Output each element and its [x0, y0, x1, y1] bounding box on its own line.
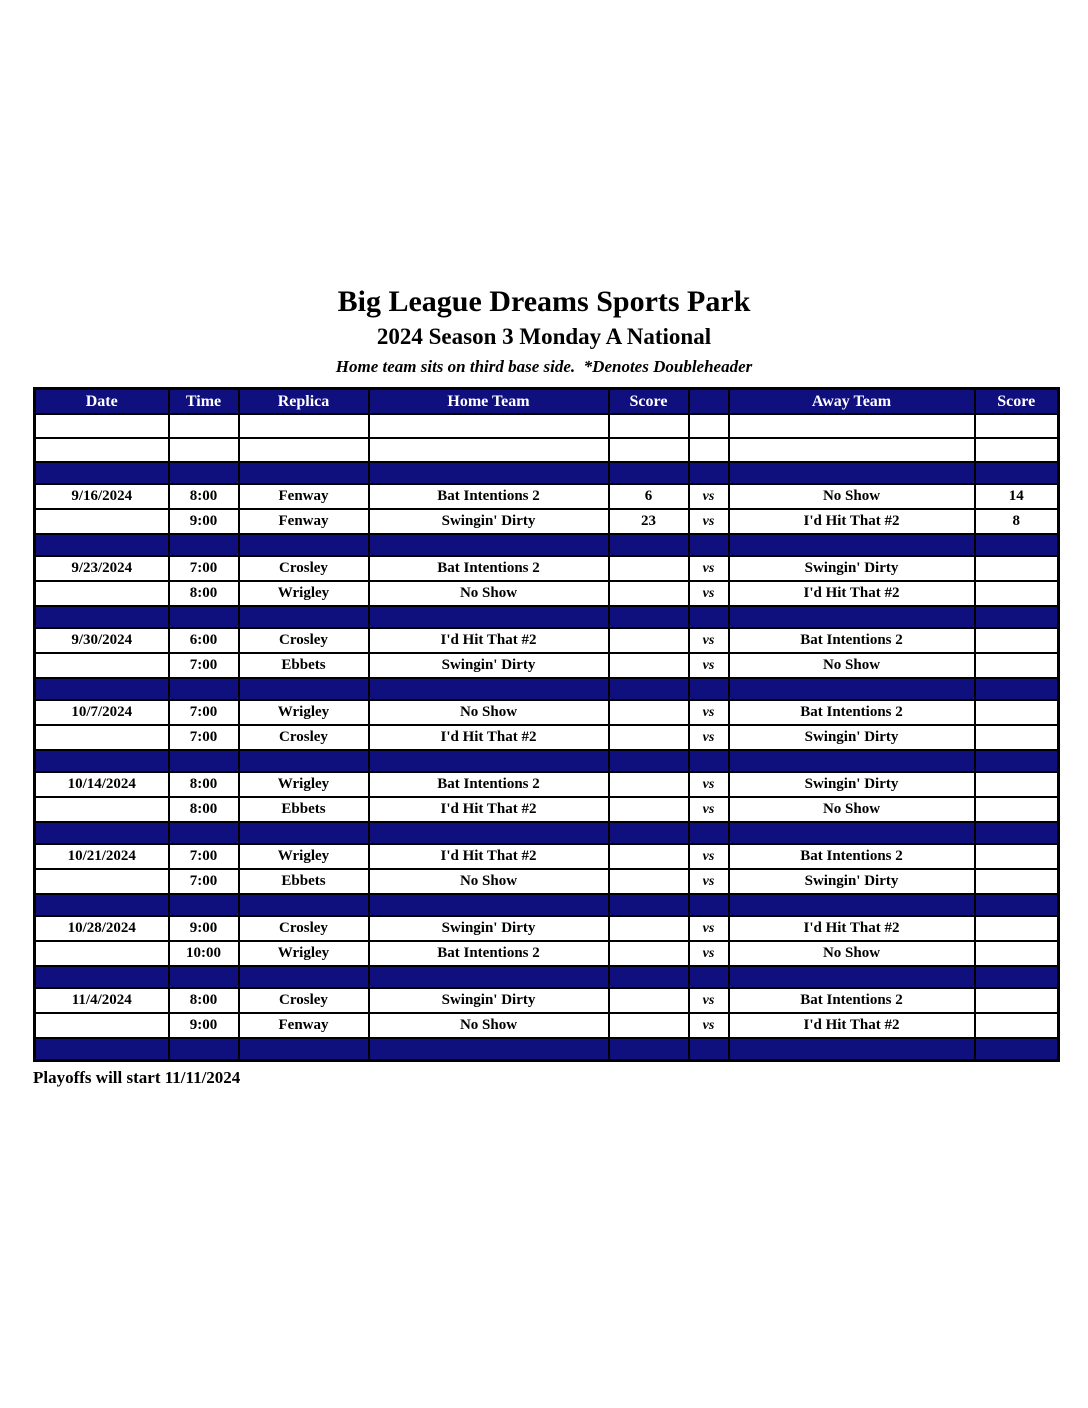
- home-team-cell: [369, 966, 609, 988]
- game-row: [35, 941, 1059, 966]
- date-cell: 10/14/2024: [35, 772, 169, 797]
- away-score-cell: [975, 534, 1059, 556]
- away-score-cell: [975, 678, 1059, 700]
- time-cell: 10:00: [169, 941, 239, 966]
- away-team-cell: Bat Intentions 2: [729, 844, 975, 869]
- replica-cell: Crosley: [239, 988, 369, 1013]
- date-cell: [35, 653, 169, 678]
- separator-row: [35, 822, 1059, 844]
- home-score-cell: [609, 653, 689, 678]
- vs-cell: vs: [689, 988, 729, 1013]
- home-score-cell: [609, 725, 689, 750]
- separator-row: [35, 462, 1059, 484]
- replica-cell: Ebbets: [239, 797, 369, 822]
- date-cell: [35, 894, 169, 916]
- home-team-cell: [369, 678, 609, 700]
- replica-cell: [239, 1038, 369, 1060]
- empty-row: [35, 414, 1059, 438]
- away-score-cell: [975, 700, 1059, 725]
- home-score-cell: [609, 822, 689, 844]
- replica-cell: [239, 822, 369, 844]
- vs-cell: vs: [689, 628, 729, 653]
- header-away-score: Score: [975, 388, 1059, 414]
- away-score-cell: [975, 941, 1059, 966]
- away-score-cell: [975, 725, 1059, 750]
- away-team-cell: Bat Intentions 2: [729, 628, 975, 653]
- away-team-cell: No Show: [729, 797, 975, 822]
- away-score-cell: [975, 916, 1059, 941]
- date-cell: [35, 1038, 169, 1060]
- header-time: Time: [169, 388, 239, 414]
- time-cell: [169, 414, 239, 438]
- separator-row: [35, 1038, 1059, 1060]
- away-score-cell: [975, 869, 1059, 894]
- time-cell: [169, 438, 239, 462]
- away-team-cell: I'd Hit That #2: [729, 916, 975, 941]
- away-team-cell: [729, 606, 975, 628]
- home-score-cell: [609, 678, 689, 700]
- date-cell: 10/28/2024: [35, 916, 169, 941]
- away-team-cell: [729, 822, 975, 844]
- time-cell: [169, 462, 239, 484]
- away-team-cell: [729, 966, 975, 988]
- away-team-cell: No Show: [729, 941, 975, 966]
- vs-cell: [689, 534, 729, 556]
- home-score-cell: [609, 534, 689, 556]
- vs-cell: vs: [689, 797, 729, 822]
- game-row: [35, 1013, 1059, 1038]
- game-row: [35, 556, 1059, 581]
- away-score-cell: [975, 414, 1059, 438]
- replica-cell: [239, 678, 369, 700]
- home-team-cell: [369, 606, 609, 628]
- time-cell: [169, 678, 239, 700]
- replica-cell: [239, 438, 369, 462]
- separator-row: [35, 750, 1059, 772]
- home-team-cell: I'd Hit That #2: [369, 725, 609, 750]
- away-team-cell: [729, 1038, 975, 1060]
- home-team-cell: [369, 462, 609, 484]
- replica-cell: Wrigley: [239, 844, 369, 869]
- time-cell: 9:00: [169, 916, 239, 941]
- away-team-cell: Swingin' Dirty: [729, 772, 975, 797]
- date-cell: [35, 581, 169, 606]
- home-score-cell: [609, 772, 689, 797]
- away-score-cell: [975, 628, 1059, 653]
- vs-cell: vs: [689, 725, 729, 750]
- away-score-cell: [975, 750, 1059, 772]
- home-team-cell: [369, 822, 609, 844]
- vs-cell: [689, 966, 729, 988]
- time-cell: 6:00: [169, 628, 239, 653]
- vs-cell: vs: [689, 844, 729, 869]
- away-team-cell: [729, 894, 975, 916]
- replica-cell: Wrigley: [239, 700, 369, 725]
- home-team-cell: Bat Intentions 2: [369, 484, 609, 509]
- home-team-cell: [369, 414, 609, 438]
- home-team-cell: [369, 534, 609, 556]
- time-cell: 7:00: [169, 653, 239, 678]
- replica-cell: [239, 606, 369, 628]
- time-cell: 7:00: [169, 556, 239, 581]
- home-score-cell: [609, 1013, 689, 1038]
- time-cell: [169, 534, 239, 556]
- away-team-cell: I'd Hit That #2: [729, 581, 975, 606]
- game-row: [35, 797, 1059, 822]
- away-score-cell: 8: [975, 509, 1059, 534]
- vs-cell: [689, 438, 729, 462]
- away-score-cell: [975, 1013, 1059, 1038]
- date-cell: 11/4/2024: [35, 988, 169, 1013]
- home-score-cell: [609, 462, 689, 484]
- date-cell: 10/7/2024: [35, 700, 169, 725]
- home-score-cell: [609, 556, 689, 581]
- home-team-cell: [369, 894, 609, 916]
- time-cell: 7:00: [169, 869, 239, 894]
- game-row: [35, 700, 1059, 725]
- game-row: [35, 772, 1059, 797]
- home-score-cell: [609, 438, 689, 462]
- time-cell: 7:00: [169, 725, 239, 750]
- away-score-cell: [975, 556, 1059, 581]
- game-row: [35, 869, 1059, 894]
- date-cell: [35, 797, 169, 822]
- home-team-cell: I'd Hit That #2: [369, 797, 609, 822]
- home-team-cell: Swingin' Dirty: [369, 916, 609, 941]
- away-score-cell: [975, 822, 1059, 844]
- time-cell: [169, 606, 239, 628]
- replica-cell: Crosley: [239, 556, 369, 581]
- header-away-team: Away Team: [729, 388, 975, 414]
- home-team-cell: I'd Hit That #2: [369, 844, 609, 869]
- home-score-cell: [609, 966, 689, 988]
- replica-cell: Crosley: [239, 916, 369, 941]
- game-row: [35, 916, 1059, 941]
- time-cell: 7:00: [169, 844, 239, 869]
- away-team-cell: [729, 534, 975, 556]
- date-cell: [35, 822, 169, 844]
- date-cell: [35, 941, 169, 966]
- away-team-cell: [729, 678, 975, 700]
- time-cell: 9:00: [169, 1013, 239, 1038]
- empty-row: [35, 438, 1059, 462]
- date-cell: [35, 1013, 169, 1038]
- away-score-cell: [975, 581, 1059, 606]
- home-score-cell: [609, 750, 689, 772]
- home-team-cell: [369, 1038, 609, 1060]
- date-cell: [35, 509, 169, 534]
- away-team-cell: Swingin' Dirty: [729, 725, 975, 750]
- time-cell: 8:00: [169, 988, 239, 1013]
- separator-row: [35, 678, 1059, 700]
- home-team-cell: No Show: [369, 581, 609, 606]
- home-score-cell: [609, 869, 689, 894]
- vs-cell: [689, 678, 729, 700]
- page-subtitle: 2024 Season 3 Monday A National: [376, 324, 712, 349]
- game-row: [35, 725, 1059, 750]
- vs-cell: vs: [689, 581, 729, 606]
- vs-cell: vs: [689, 509, 729, 534]
- replica-cell: Crosley: [239, 725, 369, 750]
- replica-cell: Wrigley: [239, 941, 369, 966]
- vs-cell: vs: [689, 556, 729, 581]
- home-team-cell: No Show: [369, 1013, 609, 1038]
- date-cell: [35, 534, 169, 556]
- vs-cell: vs: [689, 700, 729, 725]
- separator-row: [35, 606, 1059, 628]
- vs-cell: vs: [689, 1013, 729, 1038]
- replica-cell: Ebbets: [239, 869, 369, 894]
- date-cell: [35, 750, 169, 772]
- replica-cell: [239, 894, 369, 916]
- time-cell: 7:00: [169, 700, 239, 725]
- time-cell: 8:00: [169, 797, 239, 822]
- vs-cell: [689, 606, 729, 628]
- away-score-cell: [975, 462, 1059, 484]
- away-team-cell: No Show: [729, 484, 975, 509]
- away-score-cell: [975, 772, 1059, 797]
- away-score-cell: [975, 653, 1059, 678]
- away-score-cell: [975, 438, 1059, 462]
- schedule-table: [33, 387, 1060, 1062]
- date-cell: [35, 966, 169, 988]
- vs-cell: [689, 750, 729, 772]
- home-team-cell: Bat Intentions 2: [369, 941, 609, 966]
- header-vs-spacer: [689, 388, 729, 414]
- home-team-cell: Swingin' Dirty: [369, 509, 609, 534]
- date-cell: [35, 462, 169, 484]
- away-score-cell: [975, 606, 1059, 628]
- header-replica: Replica: [239, 388, 369, 414]
- vs-cell: vs: [689, 653, 729, 678]
- replica-cell: Fenway: [239, 509, 369, 534]
- away-team-cell: [729, 438, 975, 462]
- home-team-note: Home team sits on third base side. *Denotes Doubleheader: [335, 357, 753, 377]
- home-team-cell: [369, 750, 609, 772]
- away-score-cell: [975, 988, 1059, 1013]
- home-score-cell: [609, 414, 689, 438]
- vs-cell: vs: [689, 916, 729, 941]
- home-score-cell: [609, 844, 689, 869]
- header-home-team: Home Team: [369, 388, 609, 414]
- vs-cell: vs: [689, 941, 729, 966]
- replica-cell: [239, 414, 369, 438]
- home-team-cell: I'd Hit That #2: [369, 628, 609, 653]
- time-cell: 9:00: [169, 509, 239, 534]
- date-cell: [35, 725, 169, 750]
- replica-cell: Wrigley: [239, 581, 369, 606]
- schedule-rows: [35, 414, 1059, 1060]
- away-score-cell: [975, 894, 1059, 916]
- home-score-cell: [609, 1038, 689, 1060]
- time-cell: 8:00: [169, 772, 239, 797]
- vs-cell: vs: [689, 772, 729, 797]
- vs-cell: vs: [689, 484, 729, 509]
- away-team-cell: I'd Hit That #2: [729, 1013, 975, 1038]
- vs-cell: vs: [689, 869, 729, 894]
- time-cell: [169, 1038, 239, 1060]
- game-row: [35, 509, 1059, 534]
- home-score-cell: 23: [609, 509, 689, 534]
- time-cell: [169, 966, 239, 988]
- away-team-cell: I'd Hit That #2: [729, 509, 975, 534]
- separator-row: [35, 534, 1059, 556]
- date-cell: [35, 869, 169, 894]
- game-row: [35, 653, 1059, 678]
- home-team-cell: No Show: [369, 700, 609, 725]
- time-cell: 8:00: [169, 484, 239, 509]
- game-row: [35, 581, 1059, 606]
- home-score-cell: [609, 988, 689, 1013]
- replica-cell: [239, 462, 369, 484]
- away-team-cell: Bat Intentions 2: [729, 988, 975, 1013]
- table-header-row: [35, 388, 1059, 414]
- home-team-cell: [369, 438, 609, 462]
- home-team-cell: Swingin' Dirty: [369, 653, 609, 678]
- away-score-cell: [975, 797, 1059, 822]
- vs-cell: [689, 1038, 729, 1060]
- home-score-cell: 6: [609, 484, 689, 509]
- away-score-cell: [975, 1038, 1059, 1060]
- away-team-cell: [729, 750, 975, 772]
- replica-cell: Fenway: [239, 1013, 369, 1038]
- replica-cell: Ebbets: [239, 653, 369, 678]
- date-cell: [35, 606, 169, 628]
- time-cell: 8:00: [169, 581, 239, 606]
- separator-row: [35, 894, 1059, 916]
- home-score-cell: [609, 941, 689, 966]
- home-score-cell: [609, 894, 689, 916]
- time-cell: [169, 822, 239, 844]
- game-row: [35, 988, 1059, 1013]
- vs-cell: [689, 414, 729, 438]
- away-team-cell: [729, 414, 975, 438]
- replica-cell: Wrigley: [239, 772, 369, 797]
- replica-cell: [239, 750, 369, 772]
- replica-cell: [239, 534, 369, 556]
- home-team-cell: No Show: [369, 869, 609, 894]
- date-cell: 9/16/2024: [35, 484, 169, 509]
- date-cell: [35, 414, 169, 438]
- replica-cell: Fenway: [239, 484, 369, 509]
- date-cell: 10/21/2024: [35, 844, 169, 869]
- vs-cell: [689, 822, 729, 844]
- playoffs-note: Playoffs will start 11/11/2024: [33, 1067, 241, 1087]
- home-team-cell: Bat Intentions 2: [369, 772, 609, 797]
- home-score-cell: [609, 916, 689, 941]
- away-team-cell: No Show: [729, 653, 975, 678]
- game-row: [35, 844, 1059, 869]
- home-team-cell: Swingin' Dirty: [369, 988, 609, 1013]
- home-score-cell: [609, 581, 689, 606]
- date-cell: 9/30/2024: [35, 628, 169, 653]
- away-team-cell: Swingin' Dirty: [729, 556, 975, 581]
- separator-row: [35, 966, 1059, 988]
- away-score-cell: 14: [975, 484, 1059, 509]
- date-cell: [35, 438, 169, 462]
- header-home-score: Score: [609, 388, 689, 414]
- away-team-cell: Bat Intentions 2: [729, 700, 975, 725]
- time-cell: [169, 750, 239, 772]
- vs-cell: [689, 894, 729, 916]
- home-score-cell: [609, 797, 689, 822]
- away-team-cell: [729, 462, 975, 484]
- game-row: [35, 484, 1059, 509]
- title-block: [0, 0, 1088, 377]
- away-score-cell: [975, 844, 1059, 869]
- header-date: Date: [35, 388, 169, 414]
- vs-cell: [689, 462, 729, 484]
- home-team-cell: Bat Intentions 2: [369, 556, 609, 581]
- replica-cell: Crosley: [239, 628, 369, 653]
- page-title: Big League Dreams Sports Park: [337, 285, 751, 318]
- away-team-cell: Swingin' Dirty: [729, 869, 975, 894]
- home-score-cell: [609, 628, 689, 653]
- replica-cell: [239, 966, 369, 988]
- date-cell: [35, 678, 169, 700]
- home-score-cell: [609, 700, 689, 725]
- game-row: [35, 628, 1059, 653]
- home-score-cell: [609, 606, 689, 628]
- time-cell: [169, 894, 239, 916]
- away-score-cell: [975, 966, 1059, 988]
- date-cell: 9/23/2024: [35, 556, 169, 581]
